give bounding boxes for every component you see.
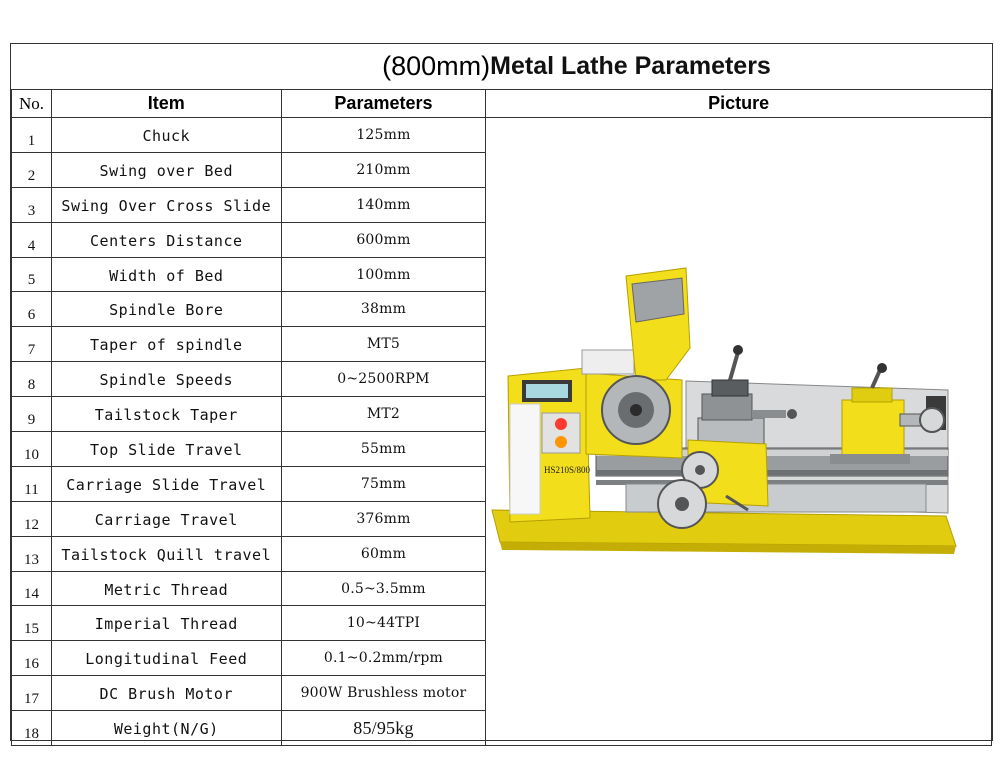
model-label: HS210S/800 — [544, 465, 591, 475]
row-item: Imperial Thread — [51, 606, 281, 641]
row-item: Spindle Bore — [51, 292, 281, 327]
row-item: Metric Thread — [51, 571, 281, 606]
header-picture: Picture — [486, 90, 992, 118]
row-number: 15 — [12, 606, 52, 641]
row-item: Swing over Bed — [51, 152, 281, 187]
row-item: Chuck — [51, 118, 281, 153]
row-number: 13 — [12, 536, 52, 571]
row-parameter: 38mm — [281, 292, 486, 327]
row-number: 7 — [12, 327, 52, 362]
parameter-table — [11, 89, 992, 746]
row-item: Top Slide Travel — [51, 432, 281, 467]
row-number: 11 — [12, 466, 52, 501]
row-item: Centers Distance — [51, 222, 281, 257]
row-item: Spindle Speeds — [51, 362, 281, 397]
header-parameters: Parameters — [281, 90, 486, 118]
row-parameter: 376mm — [281, 501, 486, 536]
row-item: Swing Over Cross Slide — [51, 187, 281, 222]
row-parameter: 0.5~3.5mm — [281, 571, 486, 606]
row-number: 1 — [12, 118, 52, 153]
row-parameter: 140mm — [281, 187, 486, 222]
row-number: 2 — [12, 152, 52, 187]
row-item: Tailstock Quill travel — [51, 536, 281, 571]
row-parameter: 0.1~0.2mm/rpm — [281, 641, 486, 676]
header-row — [12, 90, 992, 118]
row-number: 6 — [12, 292, 52, 327]
page-title: Metal Lathe Parameters — [490, 52, 771, 80]
row-number: 12 — [12, 501, 52, 536]
row-parameter: 900W Brushless motor — [281, 676, 486, 711]
row-parameter: 60mm — [281, 536, 486, 571]
row-item: Tailstock Taper — [51, 397, 281, 432]
row-number: 14 — [12, 571, 52, 606]
row-number: 4 — [12, 222, 52, 257]
metal-lathe-illustration-icon — [486, 118, 993, 746]
row-number: 9 — [12, 397, 52, 432]
row-parameter: 75mm — [281, 466, 486, 501]
title-redaction — [232, 53, 382, 81]
row-item: Taper of spindle — [51, 327, 281, 362]
row-number: 17 — [12, 676, 52, 711]
parameter-sheet — [10, 43, 993, 741]
row-parameter: 210mm — [281, 152, 486, 187]
row-parameter: 600mm — [281, 222, 486, 257]
row-parameter: 55mm — [281, 432, 486, 467]
row-number: 18 — [12, 711, 52, 746]
row-parameter: 10~44TPI — [281, 606, 486, 641]
row-number: 5 — [12, 257, 52, 292]
picture-cell — [486, 118, 992, 746]
row-item: Carriage Travel — [51, 501, 281, 536]
row-number: 16 — [12, 641, 52, 676]
row-parameter: MT2 — [281, 397, 486, 432]
row-parameter: 0~2500RPM — [281, 362, 486, 397]
row-item: Longitudinal Feed — [51, 641, 281, 676]
row-parameter: MT5 — [281, 327, 486, 362]
row-parameter: 100mm — [281, 257, 486, 292]
row-number: 10 — [12, 432, 52, 467]
row-parameter: 85/95kg — [281, 711, 486, 746]
row-number: 8 — [12, 362, 52, 397]
table-row — [12, 118, 992, 153]
header-no: No. — [12, 90, 52, 118]
row-item: Width of Bed — [51, 257, 281, 292]
title-model-prefix: (800mm) — [382, 51, 491, 81]
row-number: 3 — [12, 187, 52, 222]
row-item: DC Brush Motor — [51, 676, 281, 711]
row-parameter: 125mm — [281, 118, 486, 153]
header-item: Item — [51, 90, 281, 118]
title-bar — [11, 44, 992, 90]
row-item: Carriage Slide Travel — [51, 466, 281, 501]
row-item: Weight(N/G) — [51, 711, 281, 746]
